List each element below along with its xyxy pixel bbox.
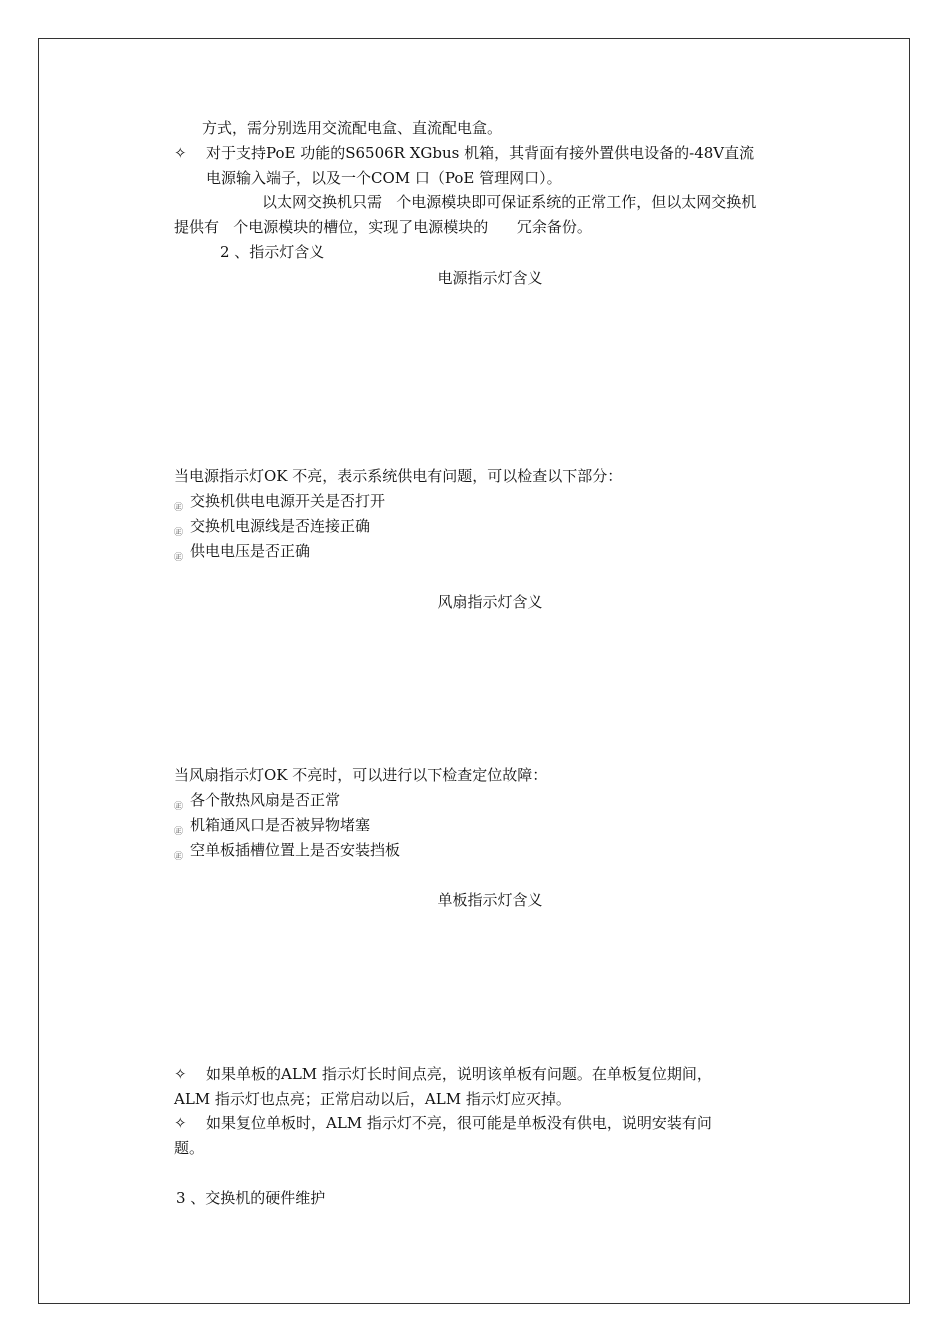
circle-bullet-icon: ㊣: [174, 553, 184, 563]
power-item-2-text: 交换机电源线是否连接正确: [190, 517, 371, 535]
board-p1-line-1-text: 如果单板的ALM 指示灯长时间点亮，说明该单板有问题。在单板复位期间，: [206, 1065, 712, 1083]
intro-line-4: 以太网交换机只需 个电源模块即可保证系统的正常工作，但以太网交换机: [262, 193, 757, 211]
power-item-2: [174, 516, 370, 543]
circle-bullet-icon: ㊣: [174, 827, 184, 837]
board-p1-line-2: ALM 指示灯也点亮；正常启动以后，ALM 指示灯应灭掉。: [174, 1090, 571, 1108]
fan-item-2: [174, 815, 370, 842]
intro-line-1: 方式，需分别选用交流配电盒、直流配电盒。: [202, 119, 503, 137]
board-p2-line-1: [174, 1113, 712, 1133]
circle-bullet-icon: ㊣: [174, 802, 184, 812]
board-p2-line-2: 题。: [174, 1139, 205, 1157]
circle-bullet-icon: ㊣: [174, 528, 184, 538]
section-3-title: 3 、交换机的硬件维护: [176, 1189, 326, 1207]
circle-bullet-icon: ㊣: [174, 852, 184, 862]
power-lead: 当电源指示灯OK 不亮，表示系统供电有问题，可以检查以下部分：: [174, 467, 623, 485]
intro-line-3: 电源输入端子，以及一个COM 口（PoE 管理网口）。: [206, 169, 562, 187]
intro-line-2-text: 对于支持PoE 功能的S6506R XGbus 机箱，其背面有接外置供电设备的-48V直流: [206, 144, 755, 162]
board-p2-line-1-text: 如果复位单板时，ALM 指示灯不亮，很可能是单板没有供电，说明安装有问: [206, 1114, 712, 1132]
board-heading: 单板指示灯含义: [437, 891, 543, 909]
board-p1-line-1: [174, 1064, 712, 1084]
circle-bullet-icon: ㊣: [174, 503, 184, 513]
intro-line-5: 提供有 个电源模块的槽位，实现了电源模块的 冗余备份。: [174, 218, 592, 236]
power-item-3-text: 供电电压是否正确: [190, 542, 311, 560]
fan-item-3-text: 空单板插槽位置上是否安装挡板: [190, 841, 401, 859]
power-item-1: [174, 491, 385, 518]
power-heading: 电源指示灯含义: [437, 269, 543, 287]
diamond-bullet-icon: ✧: [174, 1065, 187, 1083]
diamond-bullet-icon: ✧: [174, 144, 187, 162]
fan-heading: 风扇指示灯含义: [437, 593, 543, 611]
fan-item-1-text: 各个散热风扇是否正常: [190, 791, 341, 809]
power-item-1-text: 交换机供电电源开关是否打开: [190, 492, 386, 510]
section-2-title: 2 、指示灯含义: [220, 243, 325, 261]
diamond-bullet-icon: ✧: [174, 1114, 187, 1132]
intro-line-2: [174, 143, 754, 163]
fan-item-2-text: 机箱通风口是否被异物堵塞: [190, 816, 371, 834]
fan-item-1: [174, 790, 340, 817]
fan-lead: 当风扇指示灯OK 不亮时，可以进行以下检查定位故障：: [174, 766, 548, 784]
power-item-3: [174, 541, 310, 568]
fan-item-3: [174, 840, 400, 867]
